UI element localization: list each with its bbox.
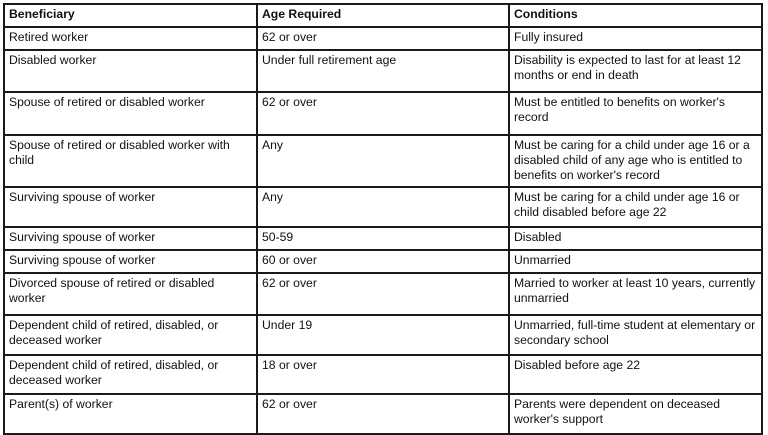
cell-conditions: Fully insured: [509, 27, 762, 50]
cell-conditions: Unmarried, full-time student at elementary or secondary school: [509, 315, 762, 355]
table-row: [4, 187, 762, 227]
cell-age-required: Under full retirement age: [257, 50, 509, 92]
cell-beneficiary: Spouse of retired or disabled worker with child: [4, 135, 257, 187]
cell-age-required: 60 or over: [257, 250, 509, 273]
table-row: [4, 27, 762, 50]
cell-conditions: Married to worker at least 10 years, currently unmarried: [509, 273, 762, 315]
table-row: [4, 273, 762, 315]
cell-beneficiary: Parent(s) of worker: [4, 394, 257, 434]
cell-beneficiary: Surviving spouse of worker: [4, 187, 257, 227]
cell-beneficiary: Surviving spouse of worker: [4, 227, 257, 250]
table-row: [4, 135, 762, 187]
cell-beneficiary: Disabled worker: [4, 50, 257, 92]
cell-beneficiary: Divorced spouse of retired or disabled worker: [4, 273, 257, 315]
table-row: [4, 50, 762, 92]
cell-age-required: Under 19: [257, 315, 509, 355]
cell-beneficiary: Spouse of retired or disabled worker: [4, 92, 257, 135]
cell-conditions: Unmarried: [509, 250, 762, 273]
cell-age-required: 18 or over: [257, 355, 509, 394]
table-row: [4, 315, 762, 355]
cell-conditions: Disability is expected to last for at least 12 months or end in death: [509, 50, 762, 92]
header-beneficiary: Beneficiary: [4, 4, 257, 27]
cell-age-required: 50-59: [257, 227, 509, 250]
table-row: [4, 355, 762, 394]
cell-conditions: Must be entitled to benefits on worker's record: [509, 92, 762, 135]
cell-conditions: Parents were dependent on deceased worker's support: [509, 394, 762, 434]
cell-conditions: Must be caring for a child under age 16 or child disabled before age 22: [509, 187, 762, 227]
header-conditions: Conditions: [509, 4, 762, 27]
cell-beneficiary: Dependent child of retired, disabled, or deceased worker: [4, 315, 257, 355]
cell-conditions: Disabled before age 22: [509, 355, 762, 394]
cell-age-required: 62 or over: [257, 27, 509, 50]
header-age-required: Age Required: [257, 4, 509, 27]
cell-age-required: 62 or over: [257, 273, 509, 315]
cell-age-required: 62 or over: [257, 92, 509, 135]
cell-conditions: Must be caring for a child under age 16 or a disabled child of any age who is entitled to benefits on worker's record: [509, 135, 762, 187]
header-row: [4, 4, 762, 27]
cell-beneficiary: Retired worker: [4, 27, 257, 50]
cell-age-required: Any: [257, 135, 509, 187]
beneficiary-eligibility-table: [3, 3, 763, 435]
table-row: [4, 394, 762, 434]
table-row: [4, 227, 762, 250]
cell-age-required: Any: [257, 187, 509, 227]
cell-beneficiary: Dependent child of retired, disabled, or deceased worker: [4, 355, 257, 394]
cell-conditions: Disabled: [509, 227, 762, 250]
cell-beneficiary: Surviving spouse of worker: [4, 250, 257, 273]
table-row: [4, 250, 762, 273]
cell-age-required: 62 or over: [257, 394, 509, 434]
table-row: [4, 92, 762, 135]
